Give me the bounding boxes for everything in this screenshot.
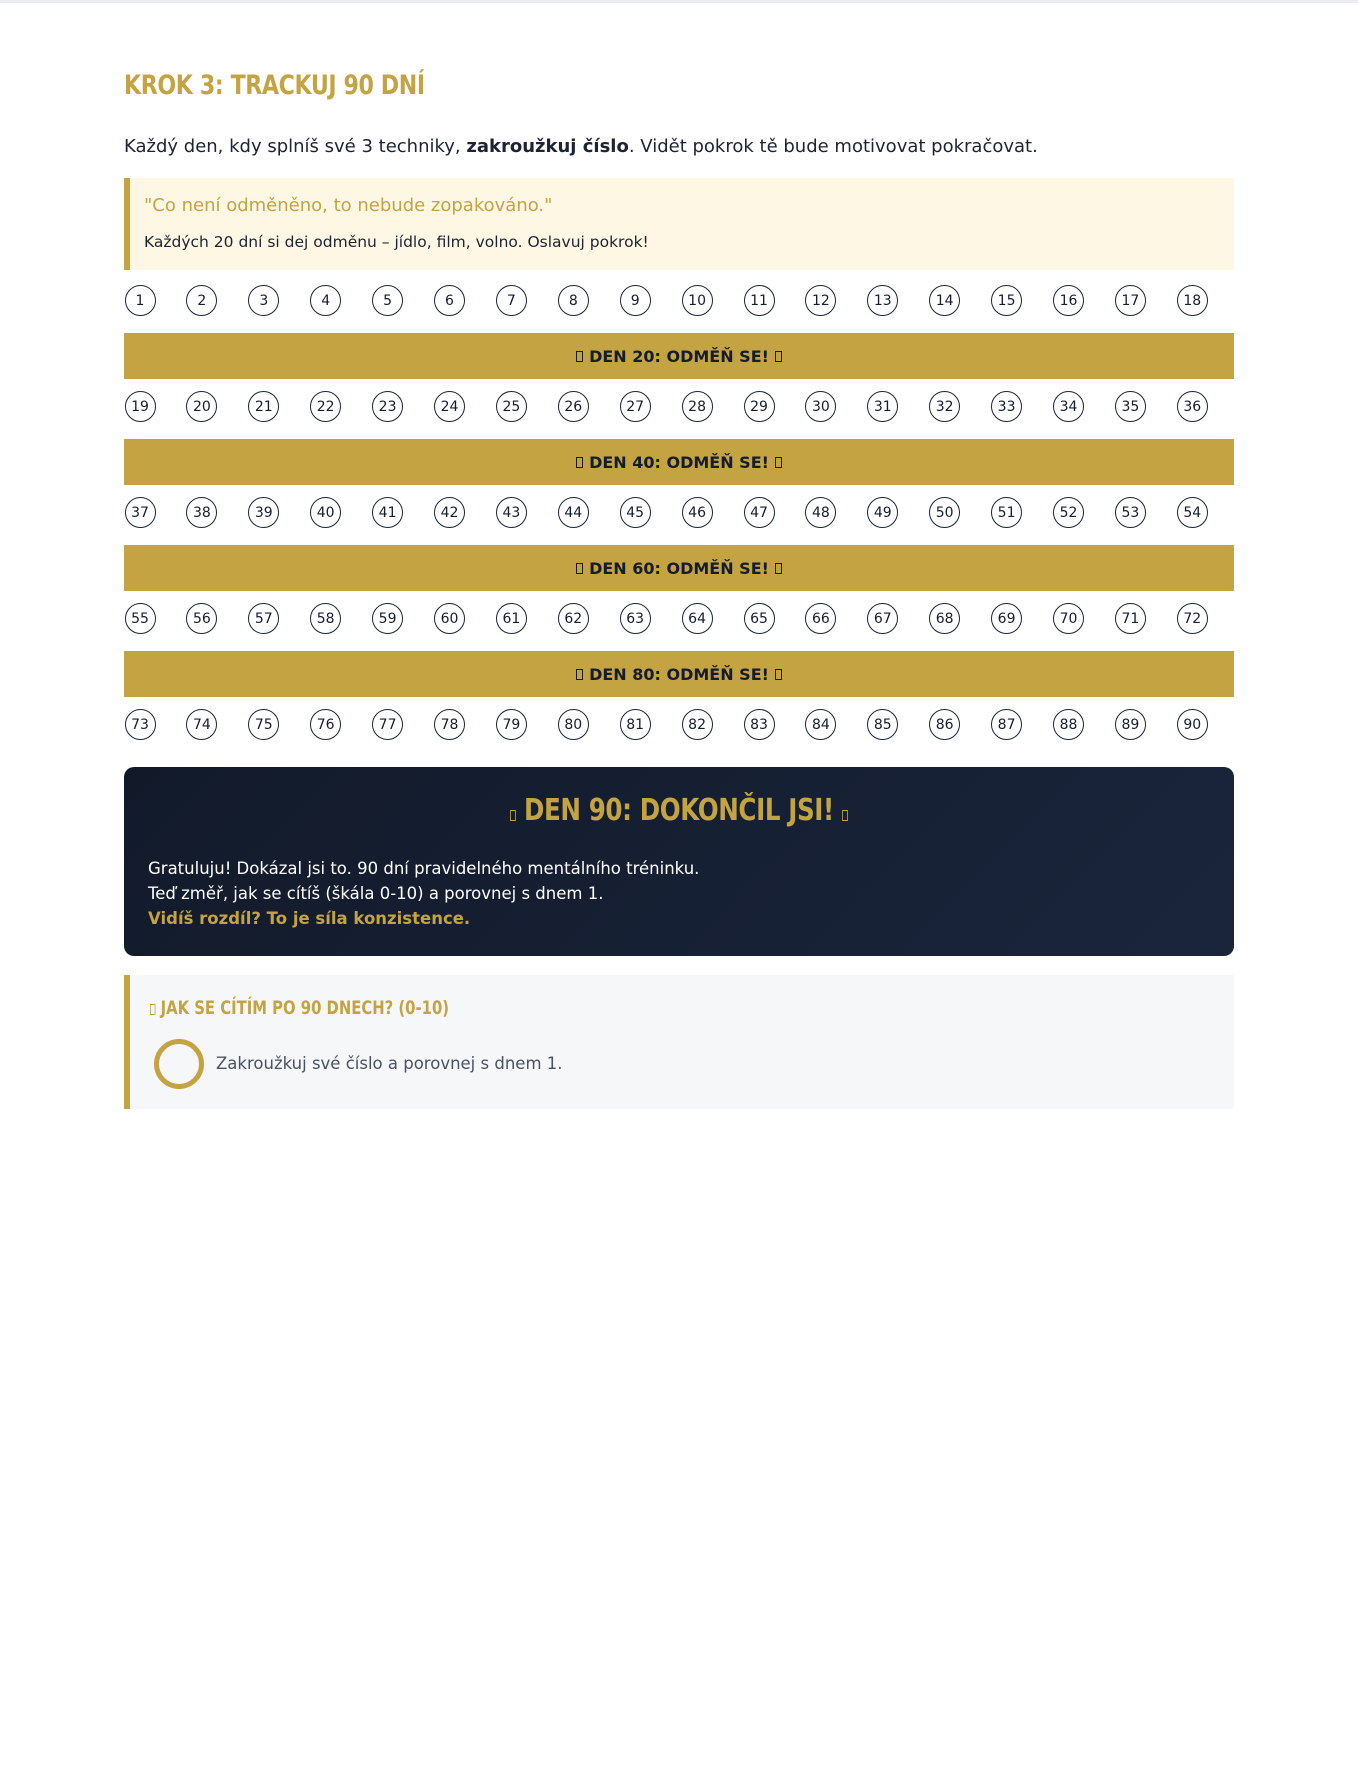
missing-glyph-icon — [775, 457, 782, 468]
day-circle[interactable]: 18 — [1177, 285, 1208, 316]
day-circle[interactable]: 67 — [867, 603, 898, 634]
day-circle[interactable]: 44 — [558, 497, 589, 528]
day-circle[interactable]: 22 — [310, 391, 341, 422]
day-circle[interactable]: 60 — [434, 603, 465, 634]
reward-bar — [124, 439, 1234, 485]
day-circle[interactable]: 72 — [1177, 603, 1208, 634]
reward-bar — [124, 651, 1234, 697]
day-circle[interactable]: 17 — [1115, 285, 1146, 316]
day-circle[interactable]: 45 — [620, 497, 651, 528]
day-circle[interactable]: 20 — [186, 391, 217, 422]
reward-bar — [124, 545, 1234, 591]
day-circle[interactable]: 69 — [991, 603, 1022, 634]
reward-bar — [124, 333, 1234, 379]
day-circle[interactable]: 66 — [805, 603, 836, 634]
day-circle[interactable]: 32 — [929, 391, 960, 422]
day-circle[interactable]: 41 — [372, 497, 403, 528]
day-circle[interactable]: 90 — [1177, 709, 1208, 740]
missing-glyph-icon — [775, 351, 782, 362]
feel-title — [150, 997, 449, 1019]
day-circle[interactable]: 76 — [310, 709, 341, 740]
quote-subtext: Každých 20 dní si dej odměnu – jídlo, film, volno. Oslavuj pokrok! — [144, 233, 649, 251]
day-circle[interactable]: 52 — [1053, 497, 1084, 528]
day-circle[interactable]: 51 — [991, 497, 1022, 528]
day-circle[interactable]: 49 — [867, 497, 898, 528]
feel-score-circle[interactable] — [154, 1039, 204, 1089]
day-circle[interactable]: 85 — [867, 709, 898, 740]
intro-before: Každý den, kdy splníš své 3 techniky, — [124, 136, 467, 157]
missing-glyph-icon — [576, 457, 583, 468]
day-circle[interactable]: 74 — [186, 709, 217, 740]
day-circle[interactable]: 29 — [744, 391, 775, 422]
day-circle[interactable]: 2 — [186, 285, 217, 316]
day-circle[interactable]: 70 — [1053, 603, 1084, 634]
reward-label: DEN 80: ODMĚŇ SE! — [589, 664, 769, 684]
day-circle[interactable]: 10 — [682, 285, 713, 316]
finish-line-3: Vidíš rozdíl? To je síla konzistence. — [148, 909, 471, 928]
day-circle[interactable]: 3 — [248, 285, 279, 316]
step-title: KROK 3: TRACKUJ 90 DNÍ — [124, 70, 425, 101]
day-circle[interactable]: 43 — [496, 497, 527, 528]
day-circle[interactable]: 33 — [991, 391, 1022, 422]
day-circle[interactable]: 82 — [682, 709, 713, 740]
missing-glyph-icon — [775, 563, 782, 574]
top-rule — [0, 0, 1358, 3]
day-circle[interactable]: 25 — [496, 391, 527, 422]
missing-glyph-icon — [150, 1004, 155, 1015]
day-circle[interactable]: 77 — [372, 709, 403, 740]
missing-glyph-icon — [510, 810, 516, 821]
day-circle[interactable]: 37 — [125, 497, 156, 528]
day-circle[interactable]: 48 — [805, 497, 836, 528]
day-circle[interactable]: 63 — [620, 603, 651, 634]
day-circle[interactable]: 84 — [805, 709, 836, 740]
day-circle[interactable]: 31 — [867, 391, 898, 422]
missing-glyph-icon — [775, 669, 782, 680]
feel-note: Zakroužkuj své číslo a porovnej s dnem 1. — [216, 1054, 563, 1073]
day-circle[interactable]: 80 — [558, 709, 589, 740]
missing-glyph-icon — [576, 351, 583, 362]
reward-label: DEN 40: ODMĚŇ SE! — [589, 452, 769, 472]
day-circle[interactable]: 73 — [125, 709, 156, 740]
day-circle[interactable]: 24 — [434, 391, 465, 422]
day-circle[interactable]: 1 — [125, 285, 156, 316]
day-row — [124, 497, 1234, 533]
intro-text — [124, 136, 1234, 157]
day-circle[interactable]: 12 — [805, 285, 836, 316]
day-circle[interactable]: 65 — [744, 603, 775, 634]
day-circle[interactable]: 87 — [991, 709, 1022, 740]
day-circle[interactable]: 64 — [682, 603, 713, 634]
intro-bold: zakroužkuj číslo — [466, 136, 629, 157]
day-circle[interactable]: 50 — [929, 497, 960, 528]
day-circle[interactable]: 58 — [310, 603, 341, 634]
day-circle[interactable]: 16 — [1053, 285, 1084, 316]
finish-line-1: Gratuluju! Dokázal jsi to. 90 dní pravidelného mentálního tréninku. — [148, 859, 700, 878]
finish-title-text: DEN 90: DOKONČIL JSI! — [524, 793, 834, 828]
day-circle[interactable]: 57 — [248, 603, 279, 634]
day-row — [124, 391, 1234, 427]
day-circle[interactable]: 11 — [744, 285, 775, 316]
day-circle[interactable]: 88 — [1053, 709, 1084, 740]
missing-glyph-icon — [842, 810, 848, 821]
day-row — [124, 709, 1234, 745]
day-circle[interactable]: 23 — [372, 391, 403, 422]
day-circle[interactable]: 30 — [805, 391, 836, 422]
day-circle[interactable]: 42 — [434, 497, 465, 528]
day-circle[interactable]: 83 — [744, 709, 775, 740]
intro-after: . Vidět pokrok tě bude motivovat pokračovat. — [628, 136, 1038, 157]
day-circle[interactable]: 6 — [434, 285, 465, 316]
day-circle[interactable]: 40 — [310, 497, 341, 528]
day-circle[interactable]: 35 — [1115, 391, 1146, 422]
day-circle[interactable]: 34 — [1053, 391, 1084, 422]
feel-title-text: JAK SE CÍTÍM PO 90 DNECH? (0-10) — [160, 997, 450, 1019]
reward-label: DEN 60: ODMĚŇ SE! — [589, 558, 769, 578]
day-circle[interactable]: 55 — [125, 603, 156, 634]
finish-title — [124, 793, 1234, 828]
day-circle[interactable]: 19 — [125, 391, 156, 422]
day-circle[interactable]: 86 — [929, 709, 960, 740]
feel-box — [124, 975, 1234, 1109]
day-circle[interactable]: 39 — [248, 497, 279, 528]
day-circle[interactable]: 9 — [620, 285, 651, 316]
finish-line-2: Teď změř, jak se cítíš (škála 0-10) a porovnej s dnem 1. — [148, 884, 604, 903]
missing-glyph-icon — [576, 563, 583, 574]
day-circle[interactable]: 68 — [929, 603, 960, 634]
day-circle[interactable]: 26 — [558, 391, 589, 422]
day-circle[interactable]: 13 — [867, 285, 898, 316]
quote-text: "Co není odměněno, to nebude zopakováno." — [144, 195, 553, 216]
day-circle[interactable]: 53 — [1115, 497, 1146, 528]
day-circle[interactable]: 27 — [620, 391, 651, 422]
day-circle[interactable]: 36 — [1177, 391, 1208, 422]
day-circle[interactable]: 21 — [248, 391, 279, 422]
day-row — [124, 285, 1234, 321]
missing-glyph-icon — [576, 669, 583, 680]
day-circle[interactable]: 15 — [991, 285, 1022, 316]
finish-card — [124, 767, 1234, 956]
day-circle[interactable]: 54 — [1177, 497, 1208, 528]
day-circle[interactable]: 38 — [186, 497, 217, 528]
quote-box — [124, 178, 1234, 270]
day-circle[interactable]: 8 — [558, 285, 589, 316]
day-circle[interactable]: 4 — [310, 285, 341, 316]
day-circle[interactable]: 56 — [186, 603, 217, 634]
day-circle[interactable]: 71 — [1115, 603, 1146, 634]
day-circle[interactable]: 61 — [496, 603, 527, 634]
day-circle[interactable]: 62 — [558, 603, 589, 634]
day-circle[interactable]: 59 — [372, 603, 403, 634]
reward-label: DEN 20: ODMĚŇ SE! — [589, 346, 769, 366]
day-circle[interactable]: 79 — [496, 709, 527, 740]
day-circle[interactable]: 75 — [248, 709, 279, 740]
day-circle[interactable]: 28 — [682, 391, 713, 422]
day-circle[interactable]: 89 — [1115, 709, 1146, 740]
day-circle[interactable]: 78 — [434, 709, 465, 740]
day-circle[interactable]: 46 — [682, 497, 713, 528]
day-circle[interactable]: 5 — [372, 285, 403, 316]
day-circle[interactable]: 47 — [744, 497, 775, 528]
day-row — [124, 603, 1234, 639]
day-circle[interactable]: 7 — [496, 285, 527, 316]
day-circle[interactable]: 81 — [620, 709, 651, 740]
day-circle[interactable]: 14 — [929, 285, 960, 316]
